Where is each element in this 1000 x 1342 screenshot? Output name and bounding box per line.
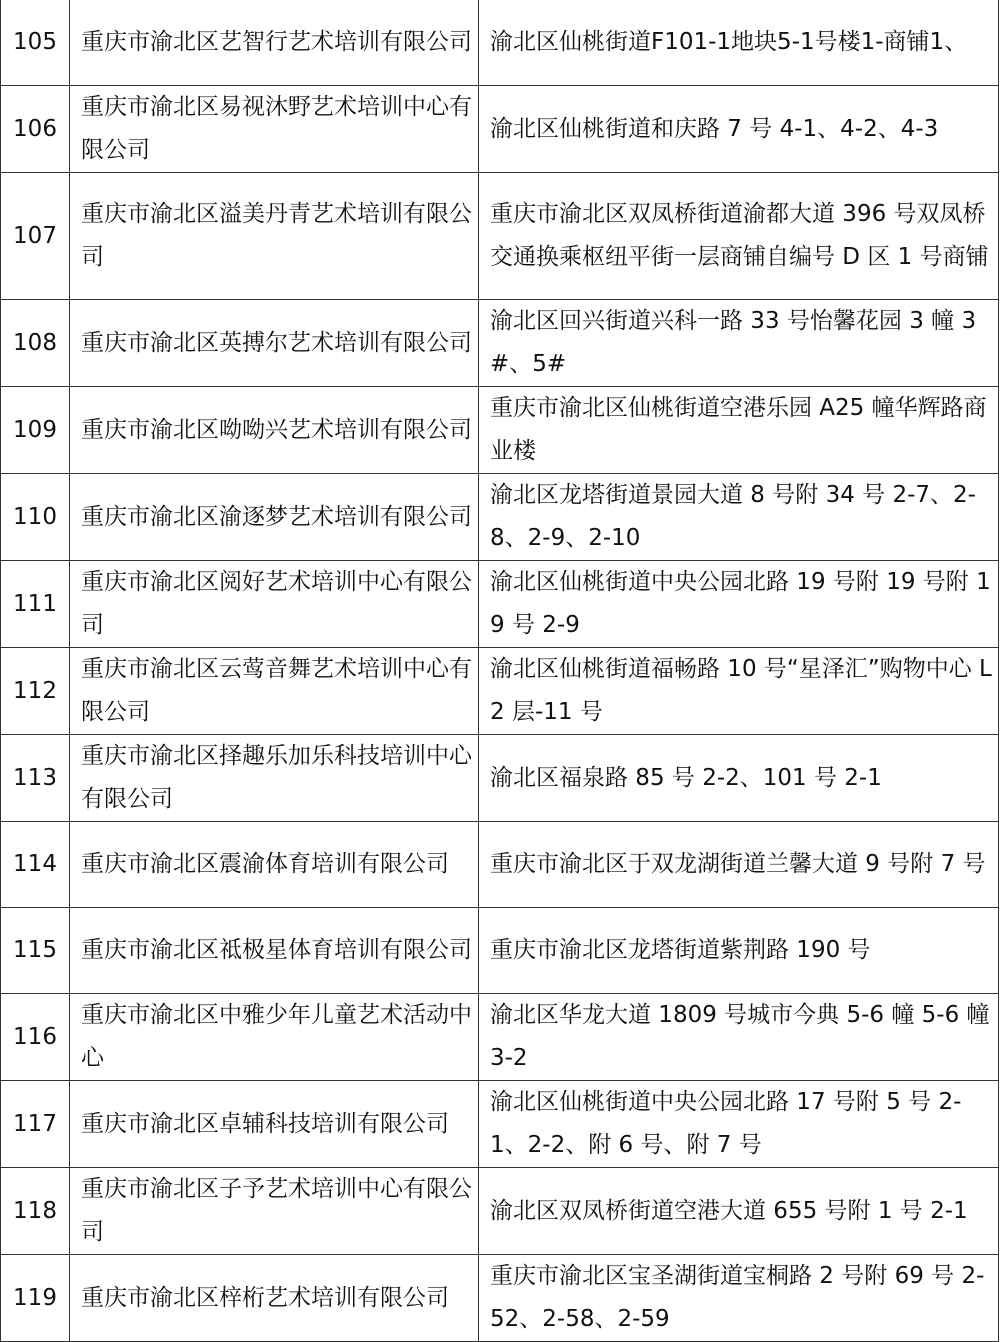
table-row: [1, 86, 999, 173]
row-number: 110: [1, 474, 70, 561]
company-name-text: 重庆市渝北区梓桁艺术培训有限公司: [81, 1284, 449, 1311]
company-address: [479, 1081, 999, 1168]
company-address: [479, 387, 999, 474]
table-row: [1, 735, 999, 822]
company-address-text: 重庆市渝北区宝圣湖街道宝桐路 2 号附 69 号 2-52、2-58、2-59: [490, 1263, 985, 1332]
company-name-text: 重庆市渝北区溢美丹青艺术培训有限公司: [81, 201, 472, 270]
table-row: [1, 648, 999, 735]
table-row: [1, 1168, 999, 1255]
company-address-text: 渝北区仙桃街道F101-1地块5-1号楼1-商铺1、: [490, 29, 968, 55]
company-address-text: 渝北区双凤桥街道空港大道 655 号附 1 号 2-1: [490, 1197, 968, 1224]
table-row: [1, 822, 999, 908]
company-name: [70, 1255, 479, 1342]
table-row: [1, 300, 999, 387]
company-address: [479, 994, 999, 1081]
company-name: [70, 173, 479, 300]
company-address-text: 重庆市渝北区于双龙湖街道兰馨大道 9 号附 7 号: [490, 851, 986, 877]
company-address-text: 渝北区仙桃街道中央公园北路 17 号附 5 号 2-1、2-2、附 6 号、附 7 号: [490, 1089, 962, 1158]
company-name-text: 重庆市渝北区呦呦兴艺术培训有限公司: [81, 416, 472, 443]
row-number: 109: [1, 387, 70, 474]
company-name-text: 重庆市渝北区择趣乐加乐科技培训中心有限公司: [81, 743, 472, 812]
company-name-text: 重庆市渝北区中雅少年儿童艺术活动中心: [81, 1002, 472, 1071]
row-number: 117: [1, 1081, 70, 1168]
company-name: [70, 648, 479, 735]
table-row: [1, 474, 999, 561]
company-name-text: 重庆市渝北区易视沐野艺术培训中心有限公司: [81, 94, 472, 163]
row-number: 107: [1, 173, 70, 300]
table-row: [1, 1081, 999, 1168]
company-address: [479, 561, 999, 648]
row-number: 112: [1, 648, 70, 735]
company-address: [479, 173, 999, 300]
company-address: [479, 474, 999, 561]
row-number: 114: [1, 822, 70, 908]
company-name: [70, 908, 479, 994]
company-name-text: 重庆市渝北区震渝体育培训有限公司: [81, 851, 449, 877]
company-address: [479, 908, 999, 994]
company-name: [70, 1081, 479, 1168]
row-number: 115: [1, 908, 70, 994]
company-name-text: 重庆市渝北区祗极星体育培训有限公司: [81, 937, 472, 963]
table-row: [1, 1255, 999, 1342]
company-name: [70, 86, 479, 173]
company-address: [479, 648, 999, 735]
company-address-text: 渝北区仙桃街道中央公园北路 19 号附 19 号附 19 号 2-9: [490, 569, 991, 638]
company-name: [70, 735, 479, 822]
company-address-text: 重庆市渝北区双凤桥街道渝都大道 396 号双凤桥交通换乘枢纽平街一层商铺自编号 D 区 1 号商铺: [490, 201, 989, 270]
company-name-text: 重庆市渝北区渝逐梦艺术培训有限公司: [81, 503, 472, 530]
company-name: [70, 0, 479, 86]
company-name: [70, 561, 479, 648]
row-number: 106: [1, 86, 70, 173]
company-name-text: 重庆市渝北区卓辅科技培训有限公司: [81, 1110, 449, 1137]
company-name: [70, 1168, 479, 1255]
company-address-text: 渝北区仙桃街道和庆路 7 号 4-1、4-2、4-3: [490, 115, 939, 142]
company-name: [70, 994, 479, 1081]
table-row: [1, 387, 999, 474]
row-number: 118: [1, 1168, 70, 1255]
company-name-text: 重庆市渝北区英搏尔艺术培训有限公司: [81, 329, 472, 356]
company-name: [70, 387, 479, 474]
company-name: [70, 474, 479, 561]
company-address: [479, 1168, 999, 1255]
company-address-text: 重庆市渝北区仙桃街道空港乐园 A25 幢华辉路商业楼: [490, 395, 987, 464]
company-address: [479, 822, 999, 908]
company-address-text: 渝北区福泉路 85 号 2-2、101 号 2-1: [490, 764, 882, 791]
company-address: [479, 86, 999, 173]
company-name-text: 重庆市渝北区艺智行艺术培训有限公司: [81, 29, 472, 55]
company-name-text: 重庆市渝北区云莺音舞艺术培训中心有限公司: [81, 656, 472, 725]
row-number: 108: [1, 300, 70, 387]
company-name: [70, 300, 479, 387]
company-address: [479, 0, 999, 86]
company-address-text: 渝北区仙桃街道福畅路 10 号“星泽汇”购物中心 L2 层-11 号: [490, 656, 992, 725]
table-row: [1, 0, 999, 86]
table-row: [1, 561, 999, 648]
row-number: 111: [1, 561, 70, 648]
table-row: [1, 908, 999, 994]
company-name: [70, 822, 479, 908]
table-row: [1, 173, 999, 300]
company-name-text: 重庆市渝北区阅好艺术培训中心有限公司: [81, 569, 472, 638]
company-address: [479, 1255, 999, 1342]
company-address-text: 渝北区华龙大道 1809 号城市今典 5-6 幢 5-6 幢 3-2: [490, 1002, 990, 1071]
company-address-text: 重庆市渝北区龙塔街道紫荆路 190 号: [490, 937, 871, 963]
company-address-text: 渝北区龙塔街道景园大道 8 号附 34 号 2-7、2-8、2-9、2-10: [490, 482, 976, 551]
company-address: [479, 300, 999, 387]
row-number: 119: [1, 1255, 70, 1342]
row-number: 116: [1, 994, 70, 1081]
table-row: [1, 994, 999, 1081]
company-name-text: 重庆市渝北区子予艺术培训中心有限公司: [81, 1176, 472, 1245]
company-address-text: 渝北区回兴街道兴科一路 33 号怡馨花园 3 幢 3#、5#: [490, 308, 977, 377]
row-number: 113: [1, 735, 70, 822]
row-number: 105: [1, 0, 70, 86]
company-address: [479, 735, 999, 822]
